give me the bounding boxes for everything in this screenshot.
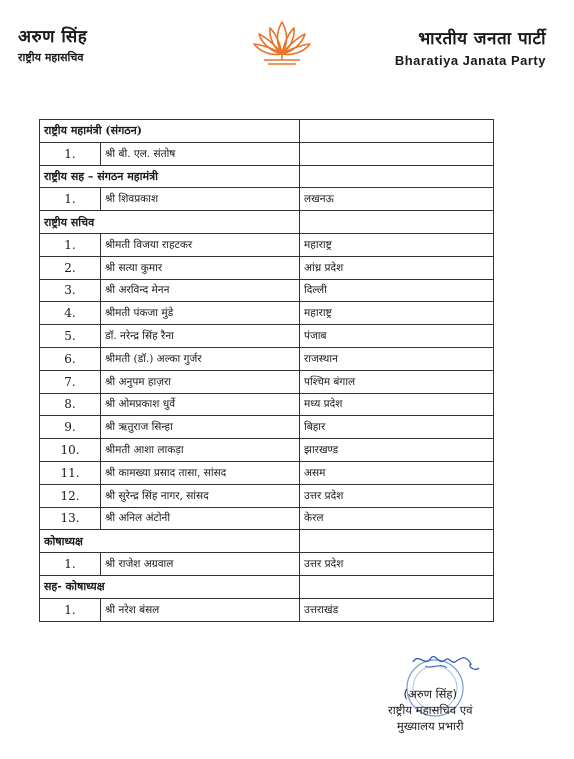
empty-cell — [300, 530, 494, 553]
member-state: दिल्ली — [300, 279, 494, 302]
party-name-hindi: भारतीय जनता पार्टी — [418, 29, 546, 49]
letterhead-party — [395, 26, 546, 68]
empty-cell — [300, 165, 494, 188]
serial-number: 11. — [40, 461, 101, 484]
member-state: लखनऊ — [300, 188, 494, 211]
serial-number: 7. — [40, 370, 101, 393]
member-name: श्री नरेश बंसल — [101, 598, 300, 621]
empty-cell — [300, 575, 494, 598]
party-name-english: Bharatiya Janata Party — [394, 53, 546, 68]
member-name: श्री सत्या कुमार — [101, 256, 300, 279]
member-state: पश्चिम बंगाल — [300, 370, 494, 393]
serial-number: 3. — [40, 279, 101, 302]
section-header-row — [40, 530, 494, 553]
member-name: श्री अरविन्द मेनन — [101, 279, 300, 302]
signatory-name: (अरुण सिंह) — [403, 687, 457, 701]
table-row — [40, 233, 494, 256]
section-header-row — [40, 575, 494, 598]
member-state: केरल — [300, 507, 494, 530]
member-name: श्री राजेश अग्रवाल — [101, 553, 300, 576]
serial-number: 13. — [40, 507, 101, 530]
letterhead-sender — [18, 24, 87, 65]
member-state: आंध्र प्रदेश — [300, 256, 494, 279]
serial-number: 10. — [40, 439, 101, 462]
serial-number: 2. — [40, 256, 101, 279]
member-state — [300, 142, 494, 165]
table-row — [40, 416, 494, 439]
section-title: सह- कोषाध्यक्ष — [40, 575, 300, 598]
serial-number: 5. — [40, 325, 101, 348]
serial-number: 12. — [40, 484, 101, 507]
member-state: महाराष्ट्र — [300, 233, 494, 256]
table-row — [40, 439, 494, 462]
empty-cell — [300, 211, 494, 234]
member-name: श्री सुरेन्द्र सिंह नागर, सांसद — [101, 484, 300, 507]
serial-number: 1. — [40, 553, 101, 576]
section-title: राष्ट्रीय सचिव — [40, 211, 300, 234]
serial-number: 8. — [40, 393, 101, 416]
section-header-row — [40, 211, 494, 234]
office-bearers-table — [39, 119, 494, 622]
table-row — [40, 507, 494, 530]
section-header-row — [40, 165, 494, 188]
member-name: श्रीमती (डॉ.) अल्का गुर्जर — [101, 347, 300, 370]
serial-number: 9. — [40, 416, 101, 439]
signatory-title-line2: मुख्यालय प्रभारी — [396, 719, 464, 733]
table-row — [40, 461, 494, 484]
serial-number: 4. — [40, 302, 101, 325]
table-row — [40, 256, 494, 279]
member-name: श्री ऋतुराज सिन्हा — [101, 416, 300, 439]
sender-role: राष्ट्रीय महासचिव — [18, 51, 84, 64]
section-title: राष्ट्रीय सह – संगठन महामंत्री — [40, 165, 300, 188]
member-name: श्रीमती विजया राहटकर — [101, 233, 300, 256]
member-state: राजस्थान — [300, 347, 494, 370]
sender-name: अरुण सिंह — [18, 27, 88, 47]
serial-number: 6. — [40, 347, 101, 370]
section-header-row — [40, 120, 494, 143]
table-row — [40, 347, 494, 370]
table-row — [40, 484, 494, 507]
member-state: महाराष्ट्र — [300, 302, 494, 325]
lotus-logo-icon — [250, 14, 314, 72]
member-state: उत्तराखंड — [300, 598, 494, 621]
member-name: श्रीमती पंकजा मुंडे — [101, 302, 300, 325]
member-name: श्री अनिल अंटोनी — [101, 507, 300, 530]
member-name: श्री ओमप्रकाश धुर्वे — [101, 393, 300, 416]
member-name: श्री शिवप्रकाश — [101, 188, 300, 211]
member-state: बिहार — [300, 416, 494, 439]
table-row — [40, 142, 494, 165]
signature-block — [388, 686, 473, 734]
member-state: मध्य प्रदेश — [300, 393, 494, 416]
member-name: श्रीमती आशा लाकड़ा — [101, 439, 300, 462]
empty-cell — [300, 120, 494, 143]
section-title: कोषाध्यक्ष — [40, 530, 300, 553]
table-row — [40, 553, 494, 576]
serial-number: 1. — [40, 188, 101, 211]
table-row — [40, 188, 494, 211]
table-row — [40, 370, 494, 393]
table-row — [40, 393, 494, 416]
member-state: उत्तर प्रदेश — [300, 553, 494, 576]
member-state: झारखण्ड — [300, 439, 494, 462]
member-name: डॉ. नरेन्द्र सिंह रैना — [101, 325, 300, 348]
member-name: श्री अनुपम हाज़रा — [101, 370, 300, 393]
member-name: श्री कामख्या प्रसाद तासा, सांसद — [101, 461, 300, 484]
serial-number: 1. — [40, 233, 101, 256]
table-row — [40, 302, 494, 325]
table-row — [40, 598, 494, 621]
member-state: पंजाब — [300, 325, 494, 348]
member-state: असम — [300, 461, 494, 484]
signatory-title-line1: राष्ट्रीय महासचिव एवं — [388, 703, 473, 717]
serial-number: 1. — [40, 142, 101, 165]
table-row — [40, 279, 494, 302]
member-state: उत्तर प्रदेश — [300, 484, 494, 507]
member-name: श्री बी. एल. संतोष — [101, 142, 300, 165]
table-row — [40, 325, 494, 348]
serial-number: 1. — [40, 598, 101, 621]
section-title: राष्ट्रीय महामंत्री (संगठन) — [40, 120, 300, 143]
